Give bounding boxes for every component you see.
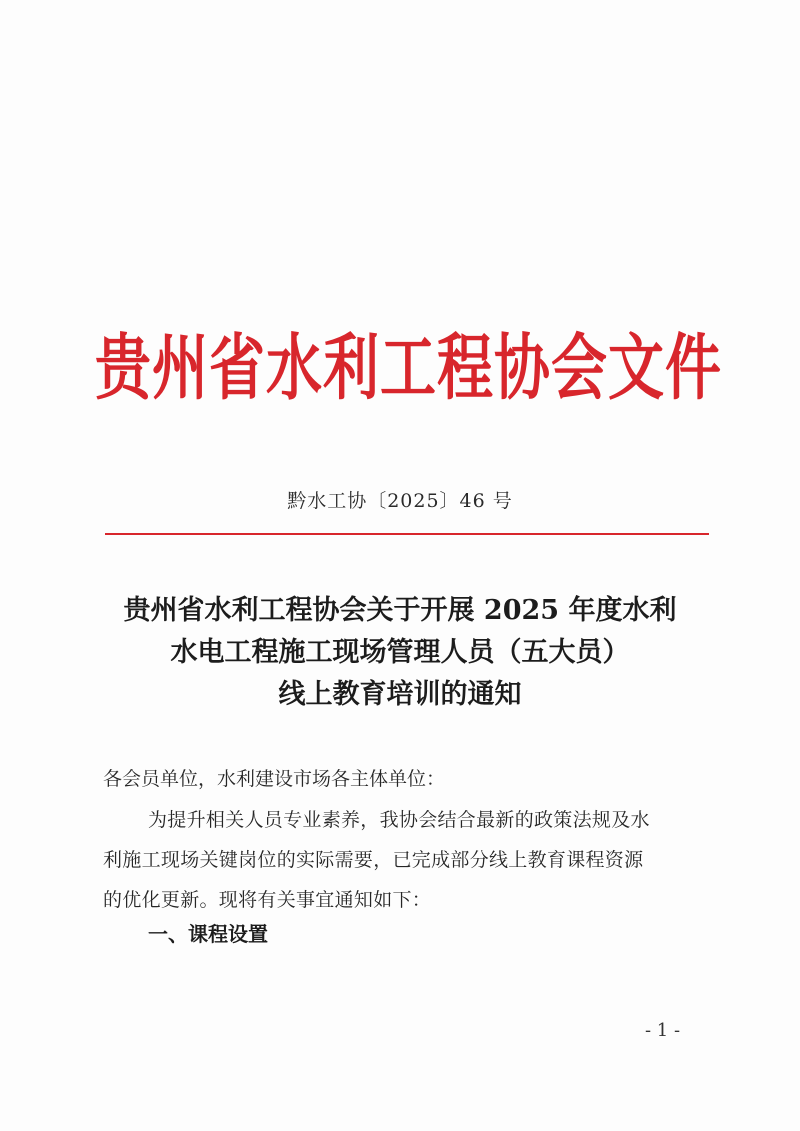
title-line-2: 水电工程施工现场管理人员（五大员） xyxy=(170,637,630,668)
paragraph-line-2: 利施工现场关键岗位的实际需要，已完成部分线上教育课程资源 xyxy=(103,849,644,871)
title-line-3: 线上教育培训的通知 xyxy=(278,679,522,710)
section-heading: 一、课程设置 xyxy=(148,922,268,946)
title-line-1: 贵州省水利工程协会关于开展 2025 年度水利 xyxy=(123,595,677,626)
red-divider-line xyxy=(105,533,709,535)
paragraph-line-1: 为提升相关人员专业素养，我协会结合最新的政策法规及水 xyxy=(148,809,650,831)
paragraph-line-3: 的优化更新。现将有关事宜通知如下： xyxy=(103,889,432,911)
notice-title xyxy=(60,590,740,716)
salutation: 各会员单位，水利建设市场各主体单位： xyxy=(103,768,446,790)
page-number: - 1 - xyxy=(645,1020,681,1041)
document-number: 黔水工协〔2025〕46 号 xyxy=(287,490,513,512)
organization-header: 贵州省水利工程协会文件 xyxy=(95,327,722,411)
